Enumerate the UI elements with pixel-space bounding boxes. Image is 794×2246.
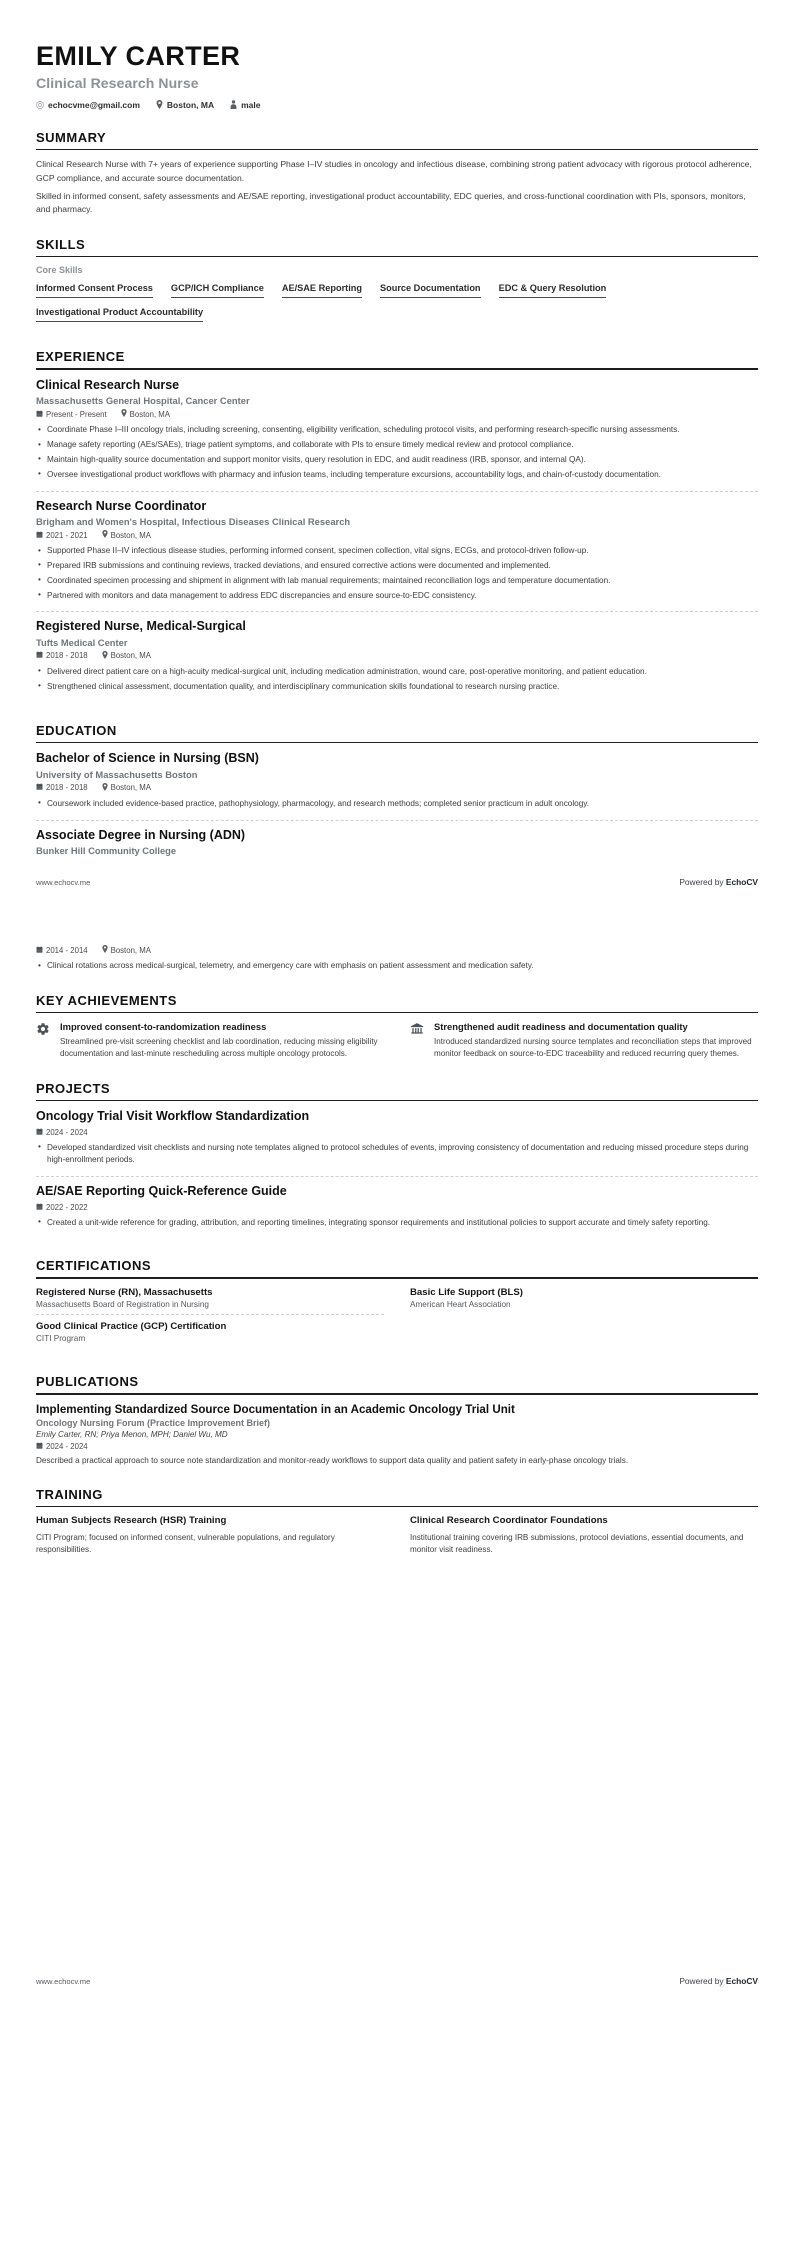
job-title: Registered Nurse, Medical-Surgical: [36, 619, 246, 634]
calendar-icon: [36, 410, 43, 419]
location-pin-icon: [102, 945, 108, 955]
bullet-item: • Partnered with monitors and data management to address EDC discrepancies and ensure source-to-EDC consistency.: [36, 590, 758, 602]
job-location-text: Boston, MA: [110, 651, 151, 661]
footer-brand-prefix: Powered by: [679, 1976, 726, 1987]
section-summary: [0, 130, 794, 217]
education-entry: [36, 751, 758, 820]
education-location-text: Boston, MA: [110, 783, 151, 793]
skill-item: AE/SAE Reporting: [282, 281, 362, 298]
achievements-grid: [36, 1021, 758, 1061]
certification-item: [36, 1321, 384, 1348]
page-break-spacer: [0, 887, 794, 945]
section-certifications: [0, 1258, 794, 1354]
section-title-experience: EXPERIENCE: [36, 349, 125, 365]
project-meta: [36, 1128, 758, 1137]
candidate-name: EMILY CARTER: [36, 41, 241, 71]
certification-name: Registered Nurse (RN), Massachusetts: [36, 1286, 213, 1298]
calendar-icon: [36, 1128, 43, 1137]
publication-authors: Emily Carter, RN; Priya Menon, MPH; Daniel Wu, MD: [36, 1429, 228, 1439]
school-name: Bunker Hill Community College: [36, 845, 177, 857]
footer-brand: [679, 1976, 758, 1986]
job-meta: [36, 651, 758, 661]
job-location: [102, 530, 151, 540]
skills-list: [36, 281, 758, 329]
section-projects: [0, 1081, 794, 1239]
section-skills: [0, 237, 794, 330]
publication-title: Implementing Standardized Source Documentation in an Academic Oncology Trial Unit: [36, 1402, 515, 1416]
section-title-publications: PUBLICATIONS: [36, 1373, 139, 1389]
job-location: [121, 409, 170, 419]
publication-meta: [36, 1442, 758, 1451]
section-rule: [36, 149, 758, 151]
certifications-column-left: [36, 1287, 384, 1354]
publication-venue: Oncology Nursing Forum (Practice Improvement Brief): [36, 1417, 271, 1428]
achievement-body: Introduced standardized nursing source templates and reconciliation steps that improved monitor feedback on source-to-EDC traceability and reduced recurring query themes.: [434, 1037, 752, 1059]
bullet-item: • Manage safety reporting (AEs/SAEs), triage patient symptoms, and collaborate with PIs to ensure timely medical review and protocol compliance.: [36, 439, 758, 451]
achievement-item: [36, 1021, 384, 1061]
calendar-icon: [36, 1442, 43, 1451]
contact-email[interactable]: [36, 100, 140, 110]
training-grid: [36, 1515, 758, 1556]
footer-brand-name: EchoCV: [725, 877, 758, 888]
training-body: Institutional training covering IRB submissions, protocol deviations, essential documents, and monitor visit readiness.: [410, 1532, 744, 1555]
person-icon: [230, 100, 237, 109]
job-dates: [36, 410, 107, 419]
skill-item: EDC & Query Resolution: [499, 281, 607, 298]
gear-icon: [36, 1021, 52, 1061]
email-icon: [36, 101, 44, 109]
project-bullets: [36, 1142, 758, 1167]
footer-website[interactable]: www.echocv.me: [36, 1976, 91, 1986]
page-bottom-whitespace: [0, 1556, 794, 1976]
project-dates: [36, 1128, 88, 1137]
certifications-column-right: [410, 1287, 758, 1354]
education-dates: [36, 946, 88, 955]
education-bullets: [36, 960, 758, 972]
education-bullets: [36, 798, 758, 810]
section-publications: [0, 1374, 794, 1467]
section-rule: [36, 1277, 758, 1279]
section-rule: [36, 256, 758, 258]
job-dates-text: 2021 - 2021: [46, 530, 88, 540]
section-education: [0, 723, 794, 864]
school-name: University of Massachusetts Boston: [36, 768, 198, 780]
contact-gender: [230, 100, 260, 110]
bullet-item: • Maintain high-quality source documentation and support monitor visits, query resolution in EDC, and audit readiness (IRB, sponsor, and internal QA).: [36, 454, 758, 466]
section-experience: [0, 349, 794, 702]
section-rule: [36, 1012, 758, 1014]
contact-location: [156, 100, 214, 110]
education-meta: [36, 783, 758, 793]
degree-title: Associate Degree in Nursing (ADN): [36, 827, 246, 842]
footer-brand: [679, 877, 758, 887]
training-item: [410, 1515, 758, 1556]
job-location-text: Boston, MA: [110, 530, 151, 540]
section-title-skills: SKILLS: [36, 236, 86, 252]
section-rule: [36, 368, 758, 370]
bullet-item: • Prepared IRB submissions and continuing reviews, tracked deviations, and ensured corrective actions were documented and implemented.: [36, 560, 758, 572]
education-location-text: Boston, MA: [110, 945, 151, 955]
achievement-title: Improved consent-to-randomization readiness: [60, 1021, 267, 1033]
education-entry-continued: [0, 945, 794, 972]
section-title-education: EDUCATION: [36, 722, 117, 738]
summary-paragraph: Clinical Research Nurse with 7+ years of experience supporting Phase I–IV studies in oncology and infectious disease, combining strong patient advocacy with rigorous protocol adherence, GCP compliance, and accurate source documentation.: [36, 159, 752, 183]
bullet-item: • Coursework included evidence-based practice, pathophysiology, pharmacology, and research methods; completed senior practicum in adult oncology.: [36, 798, 758, 810]
section-rule: [36, 1393, 758, 1395]
page-footer: [0, 1976, 794, 1986]
location-pin-icon: [121, 409, 127, 419]
certification-issuer: American Heart Association: [410, 1299, 511, 1309]
job-location: [102, 651, 151, 661]
job-bullets: [36, 424, 758, 481]
training-body: CITI Program; focused on informed consent, vulnerable populations, and regulatory responsibilities.: [36, 1532, 335, 1555]
experience-entry: [36, 499, 758, 613]
job-organization: Massachusetts General Hospital, Cancer Center: [36, 395, 250, 407]
certification-issuer: CITI Program: [36, 1333, 86, 1343]
section-rule: [36, 1506, 758, 1508]
location-pin-icon: [156, 100, 163, 109]
skill-item: Source Documentation: [380, 281, 481, 298]
education-meta: [36, 945, 758, 955]
certification-item: [410, 1287, 758, 1314]
footer-website[interactable]: www.echocv.me: [36, 877, 91, 887]
section-title-summary: SUMMARY: [36, 129, 107, 145]
education-dates-text: 2018 - 2018: [46, 783, 88, 793]
bullet-item: • Coordinate Phase I–III oncology trials, including screening, consenting, eligibility verification, scheduling protocol visits, and performing research-specific nursing assessments.: [36, 424, 758, 436]
education-entry: [36, 828, 758, 864]
project-meta: [36, 1203, 758, 1212]
achievement-body: Streamlined pre-visit screening checklist and lab coordination, reducing missing eligibility documentation and last-minute rescheduling across multiple oncology protocols.: [60, 1037, 378, 1059]
bullet-item: • Developed standardized visit checklists and nursing note templates aligned to protocol schedules of events, improving consistency of documentation and reducing missed procedure steps during high-enrollment periods.: [36, 1142, 758, 1167]
project-bullets: [36, 1217, 758, 1229]
education-location: [102, 945, 151, 955]
bank-icon: [410, 1021, 426, 1061]
footer-brand-prefix: Powered by: [679, 877, 726, 888]
section-achievements: [0, 993, 794, 1061]
job-title: Clinical Research Nurse: [36, 377, 180, 392]
bullet-item: • Strengthened clinical assessment, documentation quality, and interdisciplinary communication skills foundational to research nursing practice.: [36, 681, 758, 693]
experience-entry: [36, 619, 758, 702]
project-title: Oncology Trial Visit Workflow Standardization: [36, 1109, 310, 1124]
bullet-item: • Created a unit-wide reference for grading, attribution, and reporting timelines, integrating sponsor requirements and institutional policies to support accurate and timely safety reporting.: [36, 1217, 758, 1229]
job-dates: [36, 651, 88, 660]
publication-dates: [36, 1442, 88, 1451]
calendar-icon: [36, 531, 43, 540]
candidate-role: Clinical Research Nurse: [36, 74, 199, 91]
job-meta: [36, 409, 758, 419]
bullet-item: • Coordinated specimen processing and shipment in alignment with lab manual requirements; maintained reconciliation logs and temperature documentation.: [36, 575, 758, 587]
bottom-padding: [0, 1986, 794, 2026]
contact-location-text: Boston, MA: [166, 99, 215, 110]
publication-dates-text: 2024 - 2024: [46, 1441, 88, 1451]
job-bullets: [36, 545, 758, 602]
location-pin-icon: [102, 783, 108, 793]
footer-brand-name: EchoCV: [725, 1976, 758, 1987]
project-entry: [36, 1184, 758, 1238]
summary-paragraph: Skilled in informed consent, safety assessments and AE/SAE reporting, investigational product accountability, EDC queries, and cross-functional coordination with PIs, sponsors, monitors, and pharmacy.: [36, 190, 746, 215]
job-dates-text: 2018 - 2018: [46, 651, 88, 661]
job-organization: Brigham and Women's Hospital, Infectious Diseases Clinical Research: [36, 516, 351, 528]
job-meta: [36, 530, 758, 540]
bullet-item: • Oversee investigational product workflows with pharmacy and infusion teams, including temperature excursions, accountability logs, and chain-of-custody documentation.: [36, 469, 758, 481]
project-dates-text: 2024 - 2024: [46, 1127, 88, 1137]
section-rule: [36, 1100, 758, 1102]
contact-email-text: echocvme@gmail.com: [48, 99, 140, 110]
job-title: Research Nurse Coordinator: [36, 498, 207, 513]
contact-gender-text: male: [241, 99, 261, 110]
publication-description: Described a practical approach to source note standardization and monitor-ready workflows to support data quality and patient safety in early-phase oncology trials.: [36, 1455, 629, 1465]
certifications-grid: [36, 1287, 758, 1354]
calendar-icon: [36, 783, 43, 792]
skill-item: GCP/ICH Compliance: [171, 281, 264, 298]
project-dates: [36, 1203, 88, 1212]
education-location: [102, 783, 151, 793]
degree-title: Bachelor of Science in Nursing (BSN): [36, 751, 259, 766]
job-dates: [36, 531, 88, 540]
job-location-text: Boston, MA: [129, 409, 170, 419]
skills-group-label: Core Skills: [36, 265, 83, 276]
section-title-achievements: KEY ACHIEVEMENTS: [36, 992, 177, 1008]
achievement-title: Strengthened audit readiness and documentation quality: [434, 1021, 688, 1033]
bullet-item: • Delivered direct patient care on a high-acuity medical-surgical unit, including medication administration, wound care, post-operative monitoring, and patient education.: [36, 666, 758, 678]
skill-item: Informed Consent Process: [36, 281, 153, 298]
project-dates-text: 2022 - 2022: [46, 1202, 88, 1212]
contact-row: [36, 100, 758, 110]
skill-item: Investigational Product Accountability: [36, 305, 203, 322]
calendar-icon: [36, 1203, 43, 1212]
resume-header: [0, 0, 794, 110]
training-title: Clinical Research Coordinator Foundations: [410, 1515, 608, 1527]
calendar-icon: [36, 651, 43, 660]
experience-entry: [36, 378, 758, 492]
location-pin-icon: [102, 530, 108, 540]
bullet-item: • Clinical rotations across medical-surgical, telemetry, and emergency care with emphasis on patient assessment and medication safety.: [36, 960, 758, 972]
job-bullets: [36, 666, 758, 693]
education-dates-text: 2014 - 2014: [46, 945, 88, 955]
publication-entry: [36, 1403, 758, 1467]
project-title: AE/SAE Reporting Quick-Reference Guide: [36, 1183, 287, 1198]
certification-name: Good Clinical Practice (GCP) Certification: [36, 1320, 227, 1332]
achievement-item: [410, 1021, 758, 1061]
project-entry: [36, 1109, 758, 1177]
bullet-item: • Supported Phase II–IV infectious disease studies, performing informed consent, specimen collection, vital signs, ECGs, and protocol-driven follow-up.: [36, 545, 758, 557]
section-title-projects: PROJECTS: [36, 1080, 111, 1096]
job-organization: Tufts Medical Center: [36, 636, 128, 648]
certification-item: [36, 1287, 384, 1315]
job-dates-text: Present - Present: [46, 409, 107, 419]
section-title-certifications: CERTIFICATIONS: [36, 1258, 152, 1274]
certification-issuer: Massachusetts Board of Registration in Nursing: [36, 1299, 209, 1309]
location-pin-icon: [102, 651, 108, 661]
training-item: [36, 1515, 384, 1556]
section-rule: [36, 742, 758, 744]
section-title-training: TRAINING: [36, 1486, 103, 1502]
section-training: [0, 1487, 794, 1556]
training-title: Human Subjects Research (HSR) Training: [36, 1515, 227, 1527]
calendar-icon: [36, 946, 43, 955]
education-dates: [36, 783, 88, 792]
page-footer: [0, 877, 794, 887]
certification-name: Basic Life Support (BLS): [410, 1286, 523, 1298]
